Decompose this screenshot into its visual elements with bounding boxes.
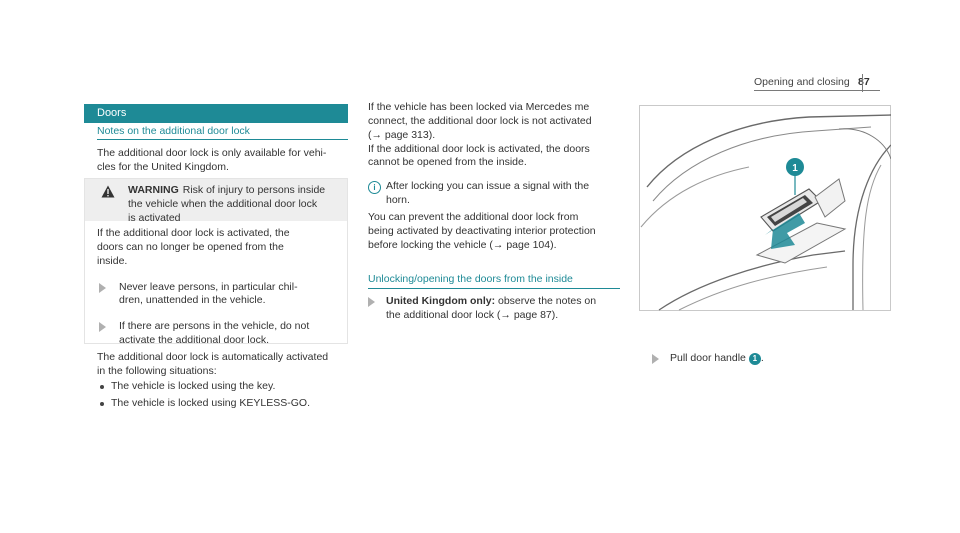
prevent-lock-paragraph: You can prevent the additional door lock from being activated by deactivating interior protection before locking the vehicle (→ page 104).	[368, 211, 596, 251]
subheading-rule	[368, 288, 620, 289]
warning-box	[84, 178, 348, 347]
info-icon: i	[368, 181, 381, 194]
header-divider	[862, 74, 863, 92]
pull-handle-step: Pull door handle 1 .	[652, 352, 892, 366]
warning-title: WARNING	[128, 184, 179, 196]
page-number: 87	[858, 76, 870, 88]
list-item: The vehicle is locked using the key.	[97, 380, 349, 394]
warning-header	[85, 179, 347, 224]
situation-list	[97, 380, 349, 411]
warning-icon	[101, 185, 115, 198]
step-arrow-icon	[99, 283, 106, 293]
step-arrow-icon	[368, 297, 375, 307]
warning-step: If there are persons in the vehicle, do not activate the additional door lock.	[85, 320, 347, 348]
door-handle-illustration	[639, 105, 891, 311]
warning-text: WARNING Risk of injury to persons inside the vehicle when the additional door lock is activated	[128, 184, 326, 224]
list-item: The vehicle is locked using KEYLESS-GO.	[97, 397, 349, 411]
intro-paragraph: The additional door lock is only available for vehi- cles for the United Kingdom.	[97, 147, 327, 173]
warning-step: Never leave persons, in particular chil- dren, unattended in the vehicle.	[85, 281, 347, 309]
subheading-rule	[97, 139, 348, 140]
callout-one-badge: 1	[749, 353, 761, 365]
callout-one-label: 1	[792, 163, 798, 174]
info-note: i After locking you can issue a signal with the horn.	[368, 180, 630, 208]
header-section-title: Opening and closing	[754, 76, 850, 88]
uk-step-label: United Kingdom only:	[386, 295, 496, 307]
step-arrow-icon	[652, 354, 659, 364]
step-arrow-icon	[99, 322, 106, 332]
section-title-bar: Doors	[84, 104, 348, 123]
warning-body: If the additional door lock is activated, the doors can no longer be opened from the inside.	[97, 227, 290, 267]
subheading-unlocking: Unlocking/opening the doors from the inside	[368, 273, 573, 285]
uk-step: United Kingdom only: observe the notes on the additional door lock (→ page 87).	[368, 295, 630, 323]
mercedes-me-paragraph: If the vehicle has been locked via Mercedes me connect, the additional door lock is not activated (→ page 313). If the additional door lock is activated, the doors cannot be opened from the inside.	[368, 101, 592, 169]
auto-activation-paragraph: The additional door lock is automatically activated in the following situations:	[97, 351, 329, 377]
subheading-notes: Notes on the additional door lock	[97, 125, 250, 137]
